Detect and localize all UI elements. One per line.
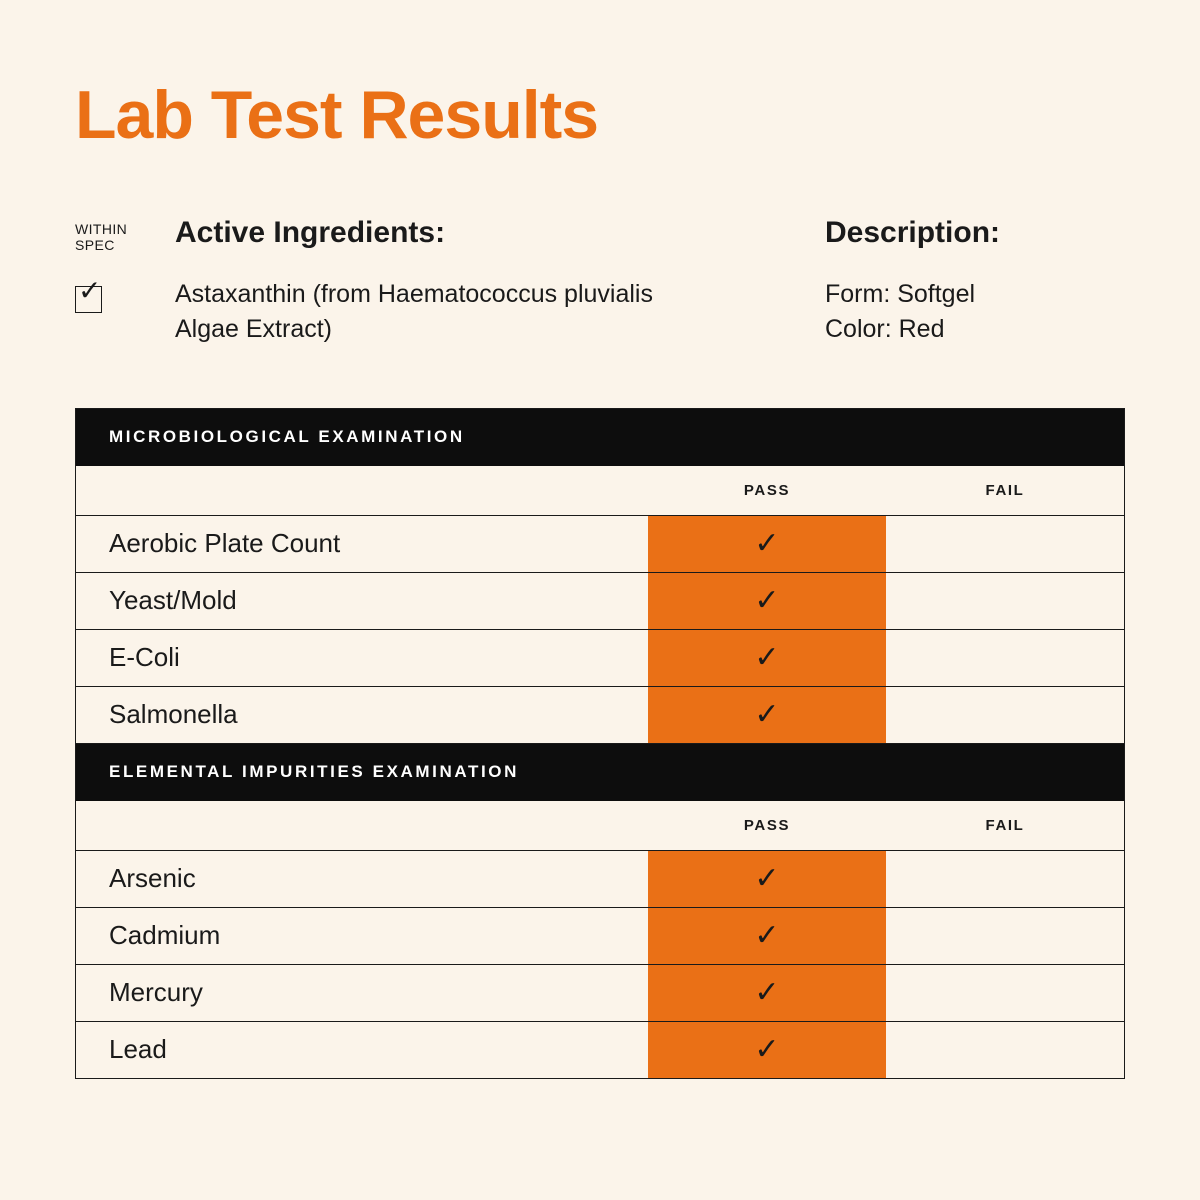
fail-cell[interactable] [886,630,1124,686]
table-row [76,965,1124,1022]
pass-check-icon: ✓ [754,918,780,952]
within-spec-block [75,215,173,313]
pass-cell[interactable] [648,965,886,1021]
results-table [75,408,1125,1079]
section-header-elemental-impurities: ELEMENTAL IMPURITIES EXAMINATION [76,744,1124,801]
column-header-fail: FAIL [985,481,1025,499]
description-heading: Description: [825,215,1001,249]
pass-check-icon: ✓ [754,526,780,560]
column-header-pass: PASS [743,481,791,499]
pass-check-icon: ✓ [754,1032,780,1066]
active-ingredients-text: Astaxanthin (from Haematococcus pluvialis Algae Extract) [175,279,653,344]
table-row [76,573,1124,630]
table-row [76,516,1124,573]
pass-cell[interactable] [648,630,886,686]
within-spec-label-line2: SPEC [75,236,115,253]
fail-cell[interactable] [886,573,1124,629]
table-row [76,687,1124,744]
description-details [825,277,1125,348]
fail-cell[interactable] [886,687,1124,743]
fail-cell[interactable] [886,1022,1124,1078]
section-header-microbiological: MICROBIOLOGICAL EXAMINATION [76,409,1124,466]
column-header-blank [76,801,648,850]
fail-cell[interactable] [886,516,1124,572]
pass-cell[interactable] [648,1022,886,1078]
checkbox-check-icon: ✓ [78,274,102,306]
table-row [76,1022,1124,1079]
column-header-blank [76,466,648,515]
pass-check-icon: ✓ [754,697,780,731]
column-header-row-elemental [76,801,1124,851]
pass-cell[interactable] [648,851,886,907]
summary-row [75,215,1125,348]
page-title: Lab Test Results [75,77,599,153]
pass-cell[interactable] [648,687,886,743]
active-ingredients-heading: Active Ingredients: [175,215,446,249]
pass-cell[interactable] [648,908,886,964]
test-name: Aerobic Plate Count [109,528,341,559]
pass-check-icon: ✓ [754,640,780,674]
column-header-row-microbiological [76,466,1124,516]
test-name: Arsenic [109,863,196,894]
table-row [76,630,1124,687]
within-spec-label [75,221,173,253]
test-name: Mercury [109,977,203,1008]
table-row [76,908,1124,965]
test-name: Lead [109,1034,167,1065]
within-spec-label-line1: WITHIN [75,220,128,237]
table-row [76,851,1124,908]
test-name: Salmonella [109,699,238,730]
within-spec-checkbox[interactable] [75,274,102,313]
test-name: E-Coli [109,642,180,673]
description-form: Form: Softgel [825,279,976,308]
active-ingredients-block [173,215,825,348]
fail-cell[interactable] [886,851,1124,907]
fail-cell[interactable] [886,965,1124,1021]
pass-check-icon: ✓ [754,975,780,1009]
fail-cell[interactable] [886,908,1124,964]
test-name: Yeast/Mold [109,585,237,616]
test-name: Cadmium [109,920,221,951]
pass-check-icon: ✓ [754,583,780,617]
pass-cell[interactable] [648,573,886,629]
column-header-fail: FAIL [985,816,1025,834]
description-block [825,215,1125,348]
pass-check-icon: ✓ [754,861,780,895]
description-color: Color: Red [825,315,945,344]
pass-cell[interactable] [648,516,886,572]
column-header-pass: PASS [743,816,791,834]
